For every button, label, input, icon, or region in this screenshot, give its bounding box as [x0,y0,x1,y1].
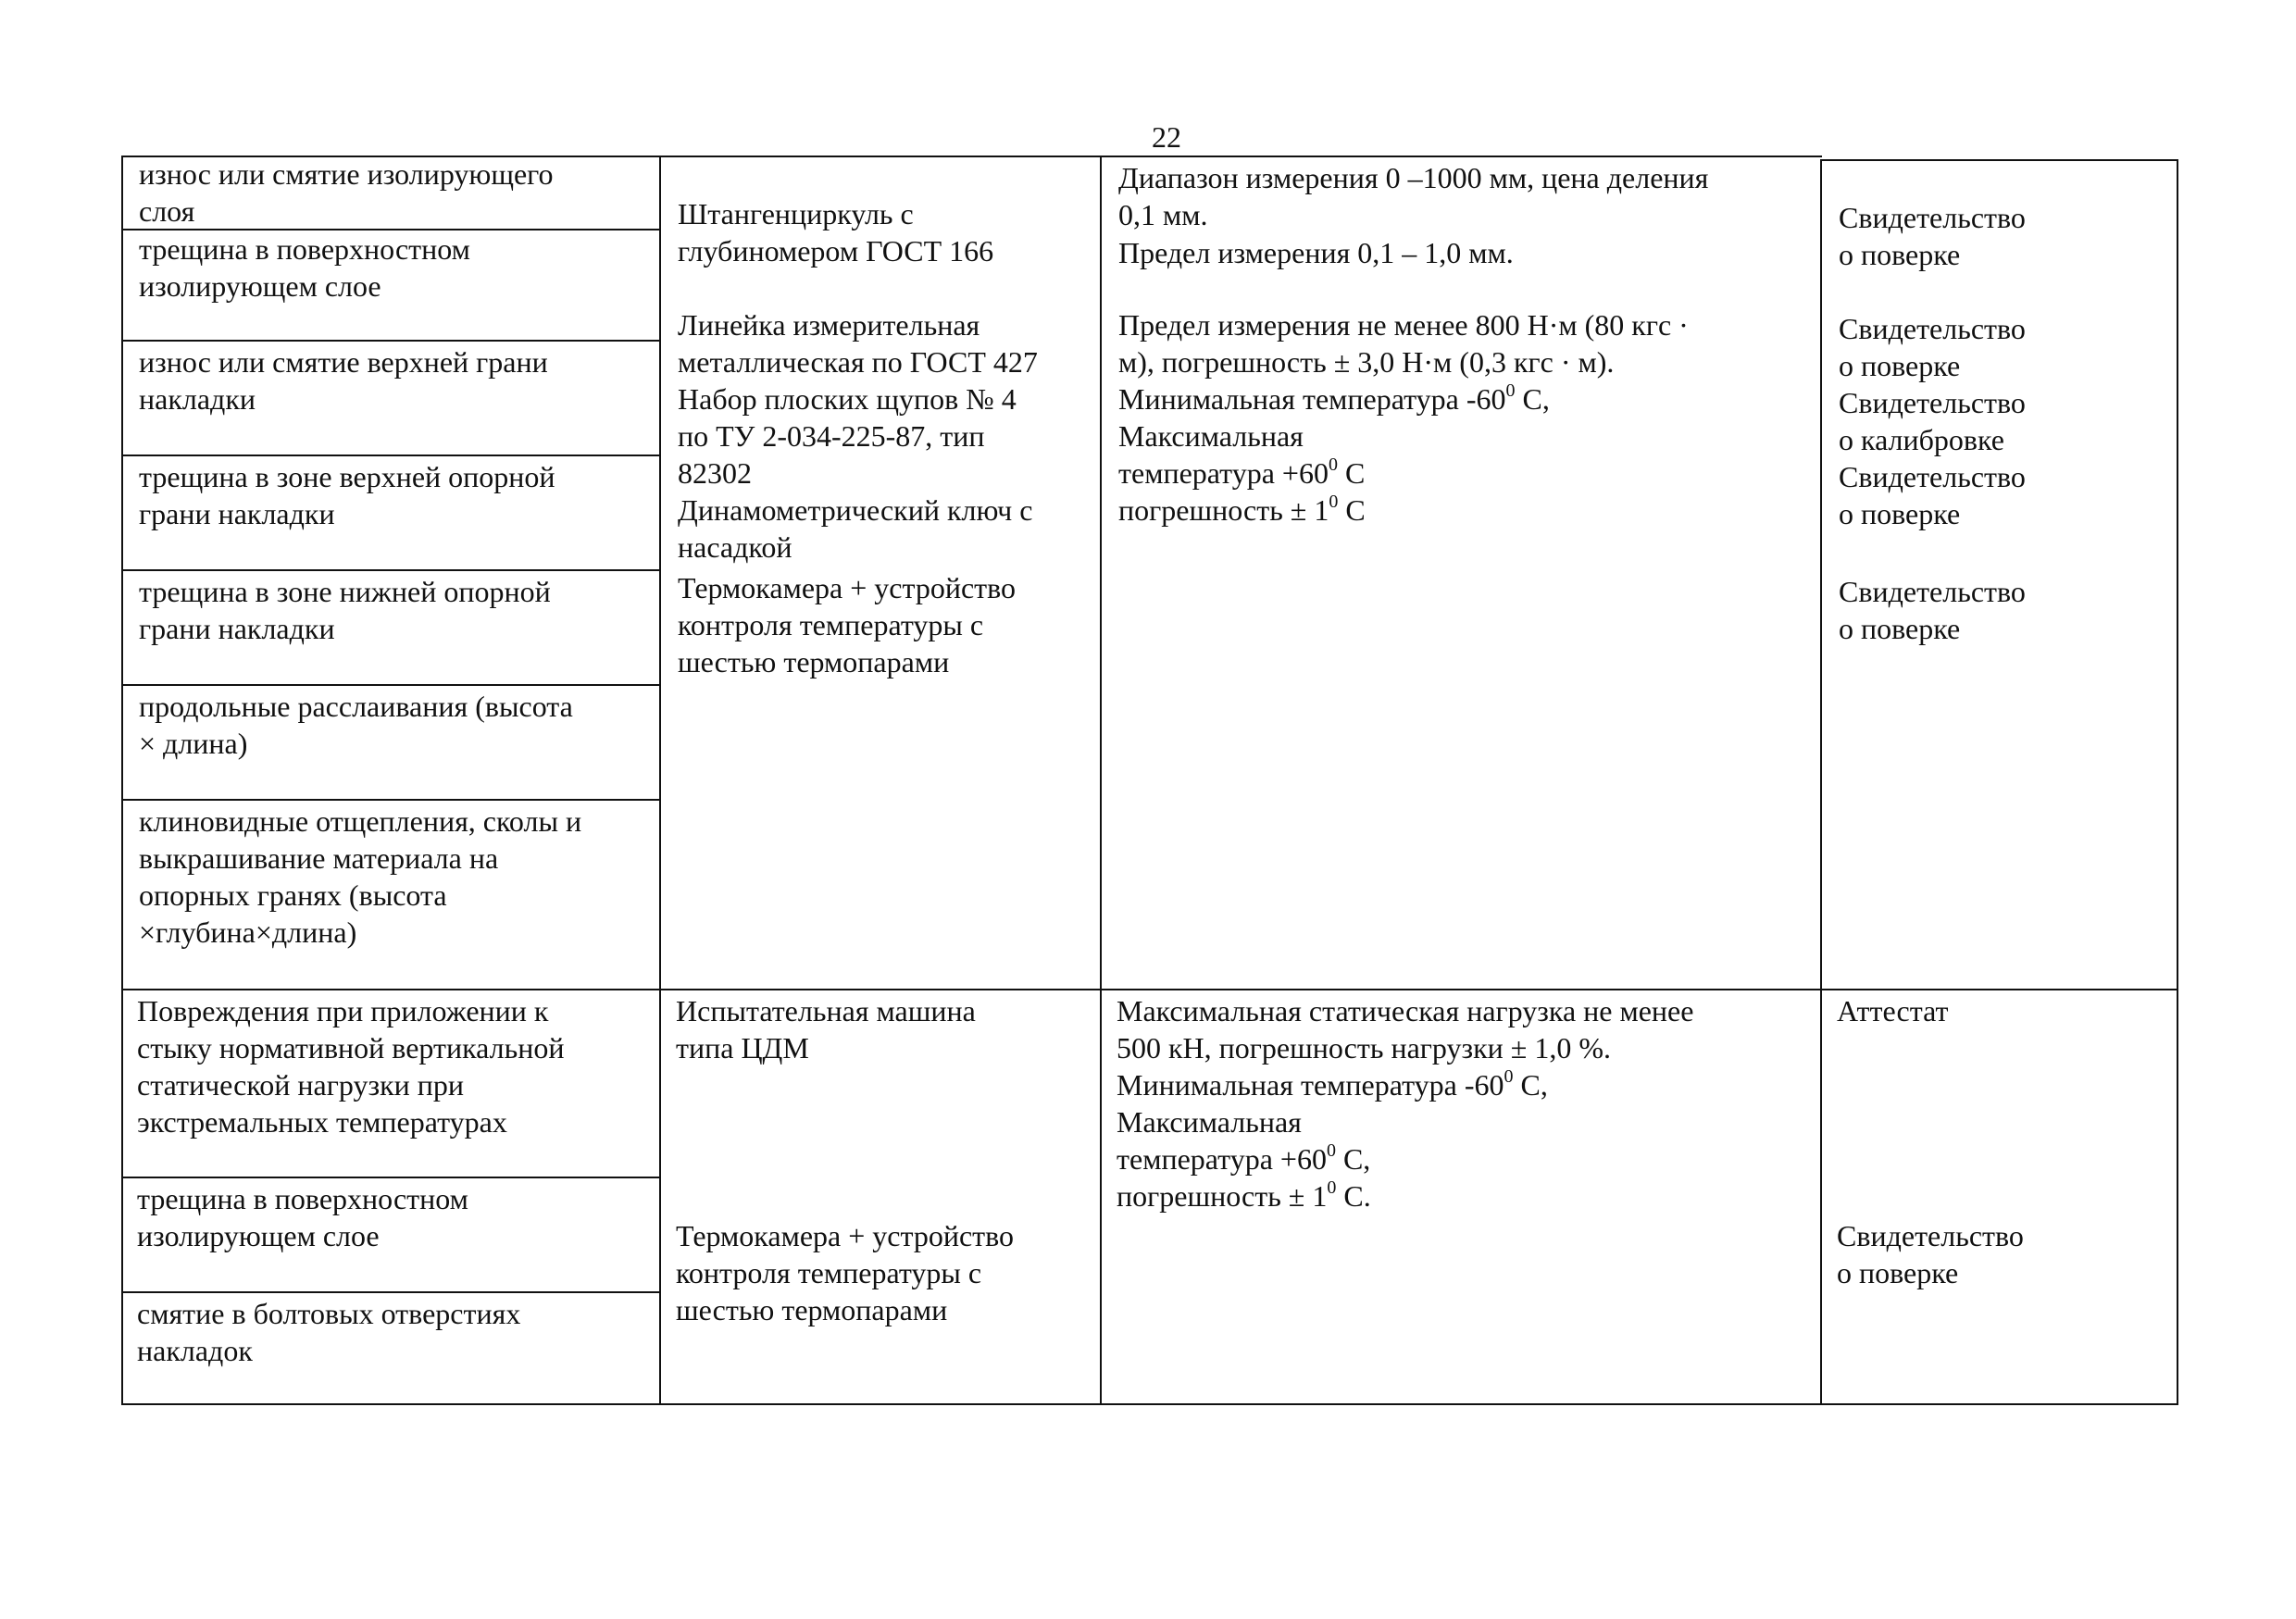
defect-row-divider [121,799,659,801]
spec-static-load: Максимальная статическая нагрузка не менее 500 кН, погрешность нагрузки ± 1,0 %. [1117,994,1694,1065]
certificate-verification: Свидетельство о поверке [1839,201,2026,271]
table-border-bottom [121,1403,2178,1405]
defect-row-divider [121,1291,659,1293]
column-divider-2 [1100,156,1102,1405]
instrument-torque-wrench: Динамометрический ключ с насадкой [678,493,1033,564]
spec-temperature: Минимальная температура $-60^0$ С, Максимальная температура $+60^0$ С, погрешность ± $1^0$ С. [1117,1066,1548,1213]
defect-cell: клиновидные отщепления, сколы и выкрашивание материала на опорных гранях (высота ×глубина×длина) [139,804,582,949]
defect-cell: Повреждения при приложении к стыку нормативной вертикальной статической нагрузки при экстремальных температурах [137,994,565,1139]
instrument-thermochamber: Термокамера + устройство контроля температуры с шестью термопарами [678,571,1017,679]
defect-cell: трещина в поверхностном изолирующем слое [139,232,470,303]
defect-cell: трещина в зоне верхней опорной грани накладки [139,460,555,530]
spec-caliper-range: Диапазон измерения 0 –1000 мм, цена деления 0,1 мм. [1118,161,1709,231]
defect-cell: смятие в болтовых отверстиях накладок [137,1297,521,1367]
page-number: 22 [1152,120,1181,154]
certificate-attestation: Аттестат [1837,994,1949,1027]
defect-row-divider [121,684,659,686]
column-divider-1 [659,156,661,1405]
defect-row-divider [121,1177,659,1178]
instrument-ruler: Линейка измерительная металлическая по ГОСТ 427 [678,308,1038,379]
table-border-right [2177,159,2178,1405]
defect-row-divider [121,569,659,571]
block-divider [121,989,2178,990]
certificate-verification: Свидетельство о поверке [1837,1219,2024,1289]
certificate-verification: Свидетельство о поверке [1839,575,2026,645]
spec-torque: Предел измерения не менее 800 Н·м (80 кгс · м), погрешность ± 3,0 Н·м (0,3 кгс · м). [1118,308,1689,379]
instrument-caliper: Штангенциркуль с глубиномером ГОСТ 166 [678,197,994,268]
spec-temperature: Минимальная температура $-60^0$ С, Максимальная температура $+60^0$ С погрешность ± $1^0$ С [1118,380,1550,527]
instrument-testing-machine: Испытательная машина типа ЦДМ [676,994,976,1065]
certificate-verification: Свидетельство о поверке [1839,460,2026,530]
certificate-verification: Свидетельство о поверке [1839,312,2026,382]
defect-cell: продольные расслаивания (высота × длина) [139,690,573,760]
column-divider-3 [1820,159,1822,1405]
defect-row-divider [121,340,659,342]
defect-cell: трещина в поверхностном изолирующем слое [137,1182,468,1252]
instrument-feeler-gauges: Набор плоских щупов № 4 по ТУ 2-034-225-87, тип 82302 [678,382,1017,490]
spec-feeler-limit: Предел измерения 0,1 – 1,0 мм. [1118,236,1514,269]
table-border-top-col2 [659,156,1102,157]
defect-cell: трещина в зоне нижней опорной грани накладки [139,575,551,645]
certificate-calibration: Свидетельство о калибровке [1839,386,2026,456]
defect-row-divider [121,455,659,456]
defect-cell: износ или смятие изолирующего слоя [139,157,554,228]
table-border-top-col3 [1100,156,1822,157]
table-border-top-col4 [1820,159,2178,161]
defect-cell: износ или смятие верхней грани накладки [139,345,548,416]
instrument-thermochamber: Термокамера + устройство контроля температуры с шестью термопарами [676,1219,1015,1326]
table-border-left [121,156,123,1405]
